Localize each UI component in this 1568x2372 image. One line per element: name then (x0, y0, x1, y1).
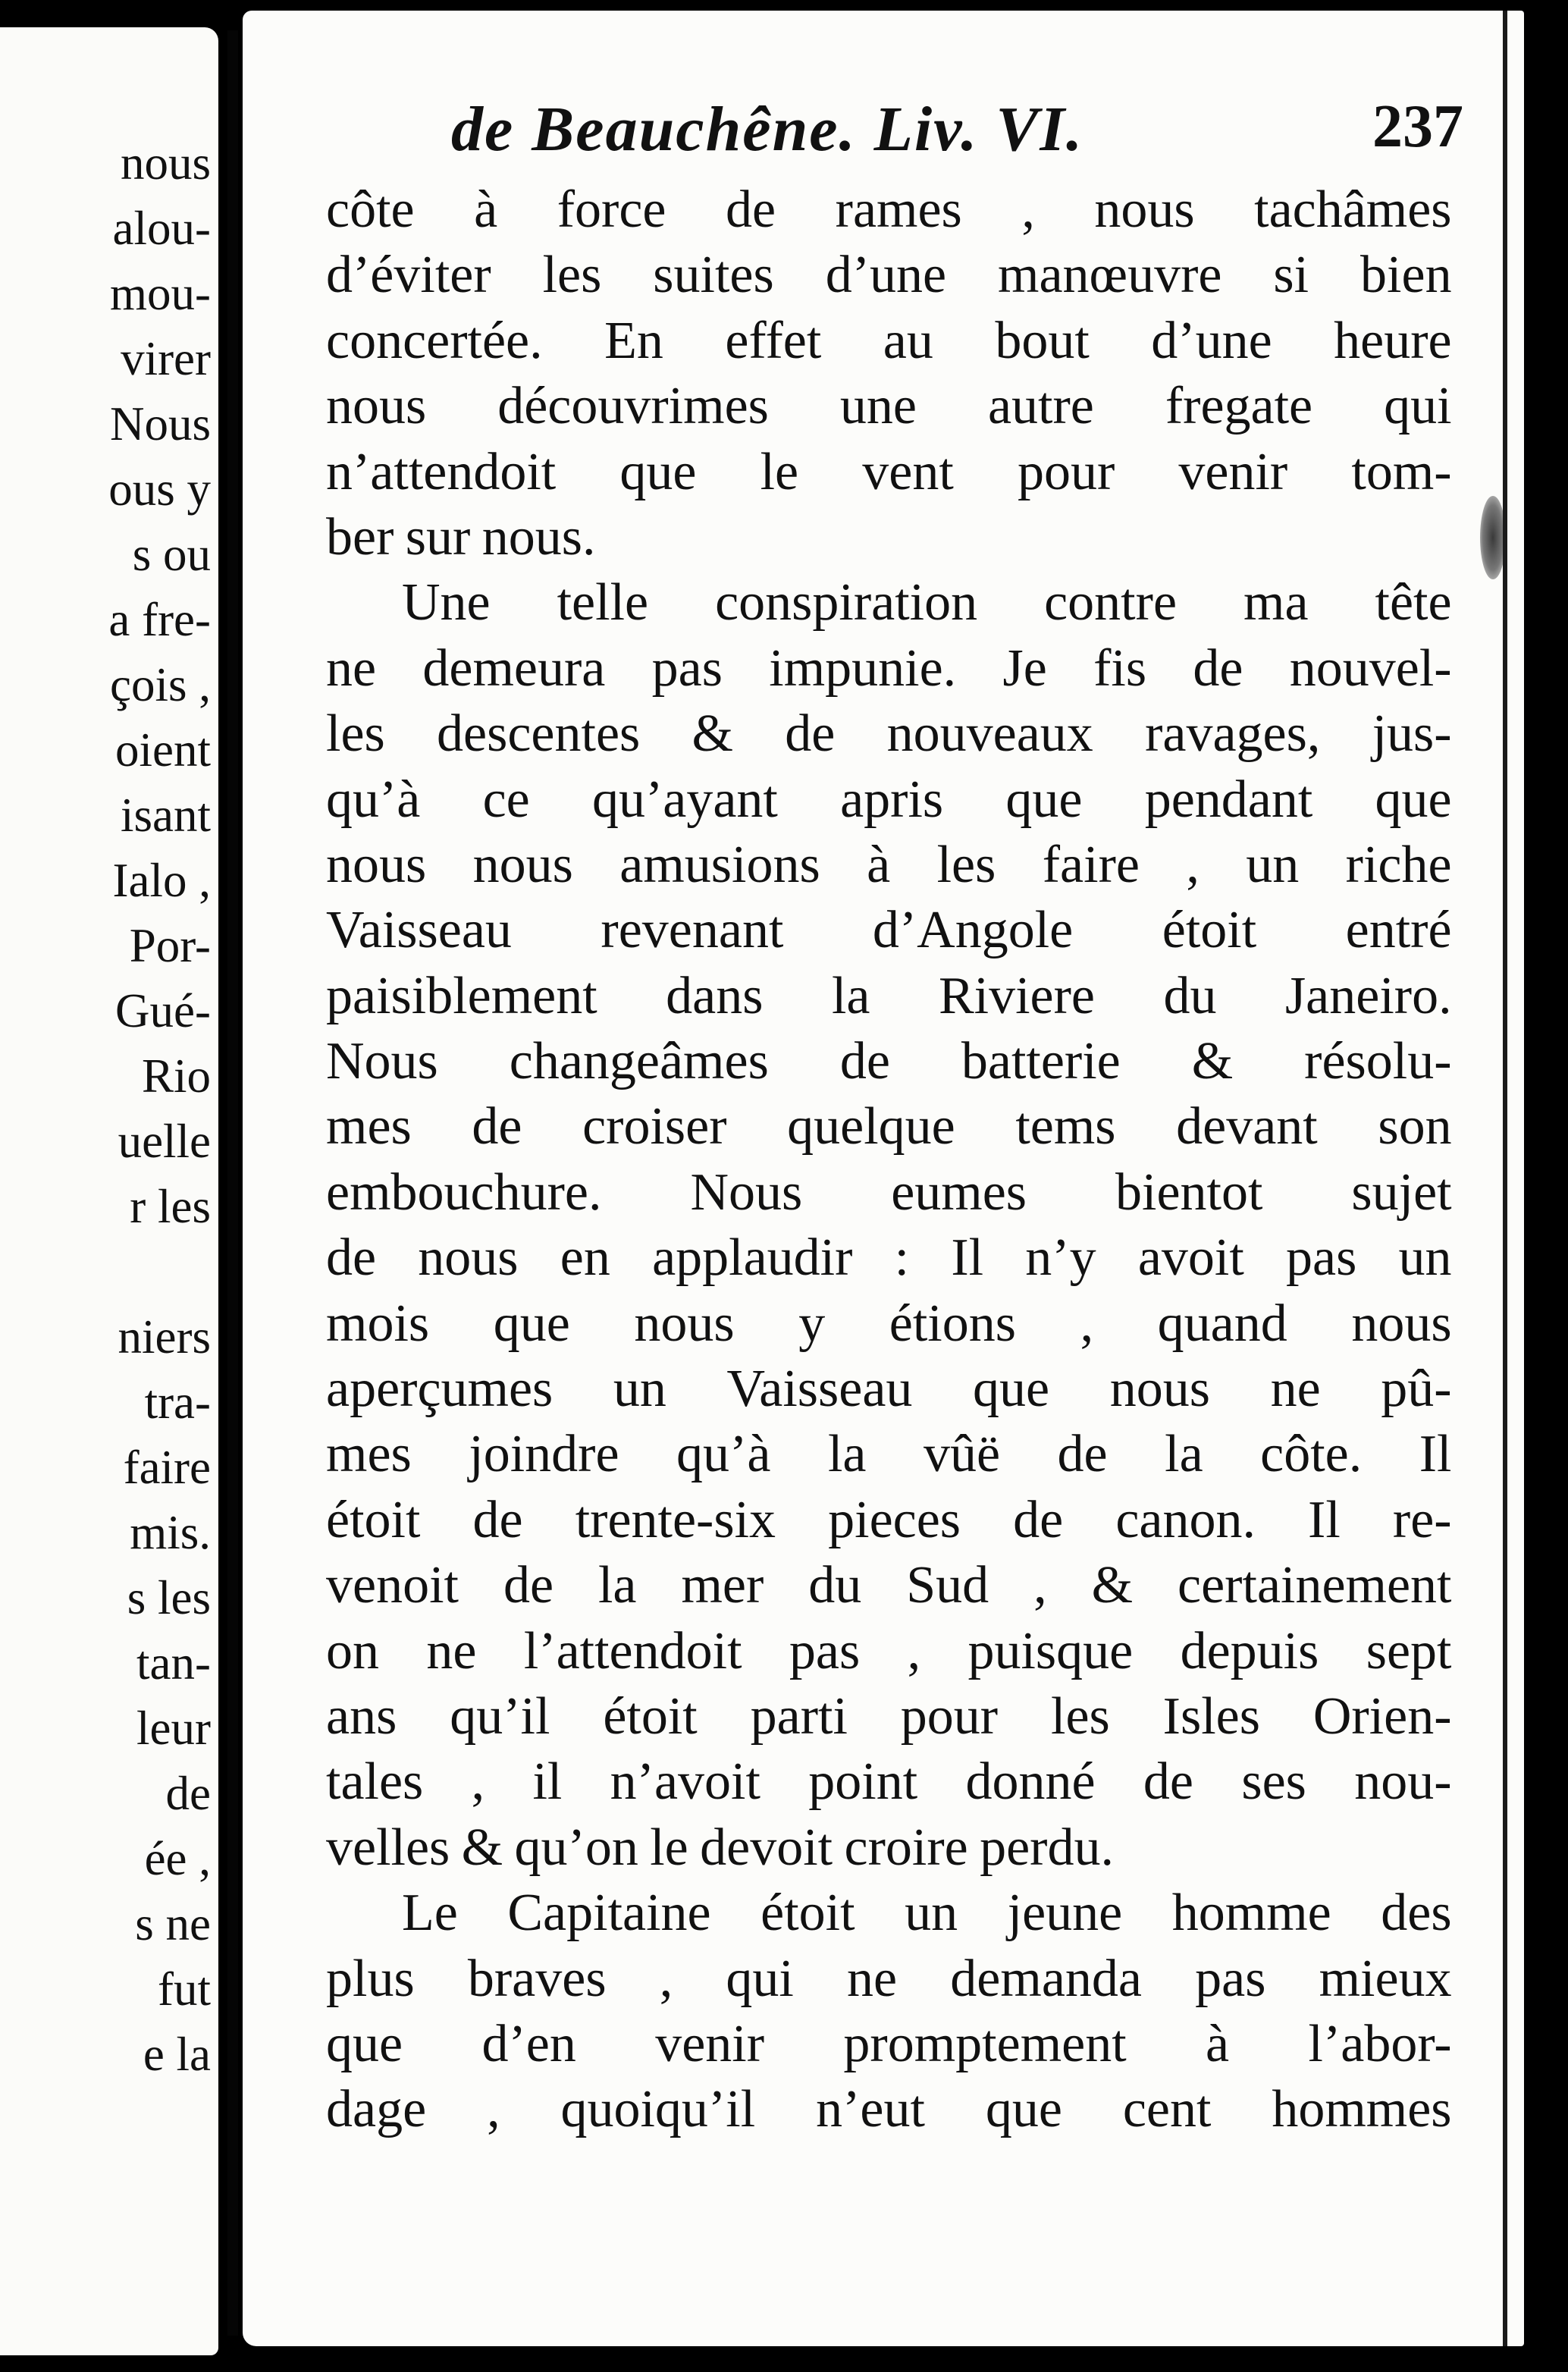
word: , (487, 2080, 500, 2139)
word: Nous (326, 1032, 438, 1091)
facing-page-line: mou- (110, 267, 211, 320)
word: parti (750, 1686, 848, 1746)
word: qu’il (450, 1686, 550, 1746)
word: mois (326, 1294, 430, 1353)
word: mes (326, 1425, 412, 1484)
word: des (1381, 1884, 1452, 1943)
word: pendant (1144, 770, 1313, 829)
facing-page-line: s les (127, 1571, 211, 1624)
word: de (839, 1032, 890, 1091)
word: qu’à (676, 1425, 771, 1484)
word: dans (666, 966, 764, 1025)
text-line (326, 1749, 1463, 1815)
word: & (1091, 1556, 1134, 1615)
word: heure (1334, 311, 1452, 370)
word: devant (1176, 1097, 1318, 1156)
facing-page-line: e la (143, 2028, 211, 2081)
word: d’en (481, 2014, 576, 2073)
word: que (619, 442, 697, 501)
word: les (542, 246, 602, 305)
word: il (532, 1752, 563, 1812)
word: dage (326, 2080, 427, 2139)
word: mieux (1319, 1949, 1452, 2008)
facing-page-line: s ou (132, 528, 211, 581)
facing-page-line: faire (123, 1441, 211, 1494)
text-line (326, 1422, 1463, 1487)
word: la (1165, 1425, 1203, 1484)
word: En (604, 311, 663, 370)
facing-page-line: tra- (144, 1376, 211, 1429)
word: n’avoit (610, 1752, 760, 1812)
word: , (907, 1621, 921, 1680)
word: & (461, 1818, 503, 1877)
word: de (503, 1556, 554, 1615)
word: ne (426, 1621, 477, 1680)
word: ma (1243, 573, 1309, 632)
running-head-title: de Beauchêne. Liv. VI. (451, 94, 1084, 165)
text-line (326, 1947, 1463, 2012)
text-line (326, 177, 1463, 243)
word: Nous (690, 1162, 803, 1222)
word: résolu- (1304, 1032, 1452, 1091)
word: n’eut (816, 2080, 925, 2139)
word: revenant (601, 901, 784, 960)
word: nous (1109, 1360, 1210, 1419)
word: croiser (582, 1097, 727, 1156)
word: demanda (950, 1949, 1142, 2008)
facing-page-line: mis. (130, 1506, 211, 1559)
word: paisiblement (326, 966, 597, 1025)
word: braves (467, 1949, 607, 2008)
word: Il (951, 1228, 984, 1288)
facing-page-line: alou- (112, 202, 211, 255)
word: Il (1308, 1490, 1341, 1549)
word: joindre (469, 1425, 619, 1484)
text-line (326, 1815, 1463, 1881)
facing-page-line: oient (115, 723, 211, 777)
facing-page-line: s ne (135, 1897, 211, 1950)
facing-page-line: leur (136, 1702, 211, 1755)
word: hommes (1272, 2080, 1452, 2139)
word: un (905, 1884, 958, 1943)
word: découvrimes (497, 377, 769, 436)
word: quelque (787, 1097, 955, 1156)
word: que (973, 1360, 1050, 1419)
word: donné (965, 1752, 1096, 1812)
word: telle (557, 573, 649, 632)
page-blemish (1480, 496, 1506, 579)
word: Riviere (938, 966, 1095, 1025)
facing-page-line: Nous (109, 397, 211, 450)
word: mer (681, 1556, 764, 1615)
word: mes (326, 1097, 412, 1156)
facing-page-line: ée , (144, 1832, 211, 1885)
word: les (1051, 1686, 1110, 1746)
word: nous (1351, 1294, 1452, 1353)
word: cent (1122, 2080, 1212, 2139)
word: on (326, 1621, 379, 1680)
text-line (326, 1160, 1463, 1225)
text-line (326, 243, 1463, 308)
word: promptement (843, 2014, 1127, 2073)
word: ans (326, 1686, 397, 1746)
word: jeune (1007, 1884, 1123, 1943)
word: ce (482, 770, 530, 829)
word: les (936, 835, 996, 894)
word: les (326, 704, 385, 764)
word: tête (1375, 573, 1452, 632)
word: le (650, 1818, 688, 1877)
facing-page-line: isant (121, 789, 211, 842)
text-line (326, 440, 1463, 505)
word: nouvel- (1289, 638, 1452, 698)
text-line (326, 1619, 1463, 1684)
word: qu’on (514, 1818, 638, 1877)
word: n’y (1025, 1228, 1096, 1288)
facing-page-line: uelle (118, 1115, 211, 1168)
facing-page-line: ous y (108, 463, 211, 516)
word: Vaisseau (326, 901, 512, 960)
facing-page-line: nous (120, 136, 211, 190)
text-line (326, 1225, 1463, 1291)
word: trente-six (575, 1490, 776, 1549)
word: que (326, 2014, 403, 2073)
word: nou- (1354, 1752, 1452, 1812)
word: que (1005, 770, 1083, 829)
text-line (326, 701, 1463, 767)
word: d’éviter (326, 246, 491, 305)
word: Janeiro. (1284, 966, 1452, 1025)
word: , (471, 1752, 485, 1812)
word: pas (1195, 1949, 1266, 2008)
word: batterie (961, 1032, 1121, 1091)
word: que (985, 2080, 1062, 2139)
facing-page-line: tan- (136, 1636, 211, 1690)
word: étoit (603, 1686, 698, 1746)
word: de (1143, 1752, 1193, 1812)
word: de (472, 1490, 523, 1549)
word: impunie. (769, 638, 957, 698)
text-line (326, 1357, 1463, 1422)
word: le (760, 442, 799, 501)
word: en (560, 1228, 610, 1288)
facing-page-fragment (0, 27, 218, 2355)
word: eumes (891, 1162, 1027, 1222)
word: venir (655, 2014, 765, 2073)
text-line (326, 964, 1463, 1029)
word: étoit (1162, 901, 1257, 960)
word: tems (1015, 1097, 1116, 1156)
word: nous (1094, 180, 1195, 239)
word: d’une (825, 246, 947, 305)
word: nous. (481, 507, 596, 566)
word: la (597, 1556, 637, 1615)
word: concertée. (326, 311, 543, 370)
word: nous (472, 835, 573, 894)
word: d’une (1151, 311, 1272, 370)
text-line (326, 2012, 1463, 2077)
word: du (1163, 966, 1217, 1025)
word: bien (1360, 246, 1452, 305)
word: pas (651, 638, 723, 698)
text-line (326, 1488, 1463, 1553)
text-line (326, 2077, 1463, 2142)
word: rames (835, 180, 962, 239)
word: avoit (1137, 1228, 1244, 1288)
facing-page-line: çois , (110, 658, 211, 711)
word: quand (1157, 1294, 1287, 1353)
word: un (1246, 835, 1300, 894)
word: que (1375, 770, 1452, 829)
word: nous (418, 1228, 519, 1288)
body-text (326, 177, 1463, 2143)
word: Orien- (1312, 1686, 1452, 1746)
word: aperçumes (326, 1360, 554, 1419)
word: ne (1270, 1360, 1321, 1419)
word: pour (900, 1686, 999, 1746)
facing-page-line: Por- (129, 919, 211, 972)
facing-page-line: a fre- (108, 593, 211, 646)
word: jus- (1372, 704, 1452, 764)
word: Sud (906, 1556, 989, 1615)
word: Il (1419, 1425, 1452, 1484)
text-line (326, 309, 1463, 374)
word: vent (862, 442, 954, 501)
word: l’abor- (1308, 2014, 1452, 2073)
word: au (883, 311, 933, 370)
word: force (557, 180, 666, 239)
word: étoit (326, 1490, 421, 1549)
facing-page-line: Ialo , (112, 854, 211, 907)
word: amusions (619, 835, 820, 894)
word: embouchure. (326, 1162, 602, 1222)
word: & (1191, 1032, 1234, 1091)
word: de (785, 704, 836, 764)
word: apris (840, 770, 944, 829)
text-line (326, 1684, 1463, 1749)
word: qui (1384, 377, 1452, 436)
word: de (726, 180, 776, 239)
word: qu’ayant (591, 770, 778, 829)
word: d’Angole (872, 901, 1074, 960)
facing-page-line: niers (118, 1310, 211, 1363)
word: point (808, 1752, 918, 1812)
word: qu’à (326, 770, 421, 829)
facing-page-line: r les (130, 1180, 211, 1233)
running-head (451, 93, 1505, 168)
word: du (808, 1556, 862, 1615)
word: effet (725, 311, 822, 370)
word: applaudir (652, 1228, 853, 1288)
word: ne (847, 1949, 898, 2008)
word: vûë (923, 1425, 1001, 1484)
facing-page-line: fut (158, 1963, 211, 2016)
word: n’attendoit (326, 442, 557, 501)
text-line (326, 1029, 1463, 1094)
word: changeâmes (509, 1032, 769, 1091)
facing-page-line: Gué- (115, 984, 211, 1037)
word: : (894, 1228, 910, 1288)
page-edge (1503, 11, 1507, 2346)
text-line (326, 505, 1463, 570)
text-line (326, 636, 1463, 701)
word: re- (1392, 1490, 1452, 1549)
word: nous (326, 377, 427, 436)
word: de (1193, 638, 1243, 698)
text-line (326, 767, 1463, 833)
word: plus (326, 1949, 415, 2008)
word: Une (402, 573, 491, 632)
word: côte (326, 180, 415, 239)
word: pour (1017, 442, 1115, 501)
word: , (659, 1949, 673, 2008)
book-gutter (227, 30, 238, 2336)
word: Je (1002, 638, 1047, 698)
text-line (326, 1881, 1463, 1946)
word: Vaisseau (726, 1360, 913, 1419)
word: à (867, 835, 891, 894)
word: nous (634, 1294, 735, 1353)
word: une (839, 377, 917, 436)
word: nouveaux (886, 704, 1093, 764)
word: ravages, (1145, 704, 1321, 764)
word: velles (326, 1818, 450, 1877)
word: Isles (1162, 1686, 1260, 1746)
word: côte. (1260, 1425, 1363, 1484)
word: venoit (326, 1556, 459, 1615)
word: ne (326, 638, 377, 698)
word: conspiration (715, 573, 978, 632)
word: de (1057, 1425, 1108, 1484)
word: perdu. (980, 1818, 1114, 1877)
word: un (1398, 1228, 1452, 1288)
word: autre (987, 377, 1094, 436)
word: tales (326, 1752, 424, 1812)
word: fis (1093, 638, 1147, 698)
word: , (1033, 1556, 1047, 1615)
facing-page-line: Rio (141, 1050, 211, 1103)
word: étoit (760, 1884, 855, 1943)
text-line (326, 570, 1463, 635)
text-line (326, 1291, 1463, 1357)
word: l’attendoit (523, 1621, 742, 1680)
page-number: 237 (1372, 93, 1463, 160)
word: entré (1345, 901, 1452, 960)
word: croire (844, 1818, 968, 1877)
word: descentes (437, 704, 641, 764)
word: bientot (1115, 1162, 1263, 1222)
word: qui (726, 1949, 794, 2008)
word: certainement (1178, 1556, 1452, 1615)
word: ses (1241, 1752, 1306, 1812)
word: Capitaine (507, 1884, 711, 1943)
word: pieces (828, 1490, 961, 1549)
word: tom- (1351, 442, 1452, 501)
word: suites (653, 246, 774, 305)
word: étions (889, 1294, 1016, 1353)
word: & (691, 704, 733, 764)
text-line (326, 374, 1463, 439)
word: sept (1366, 1621, 1452, 1680)
word: pas (789, 1621, 861, 1680)
word: canon. (1115, 1490, 1256, 1549)
word: homme (1171, 1884, 1331, 1943)
word: riche (1345, 835, 1452, 894)
word: depuis (1180, 1621, 1319, 1680)
word: quoiqu’il (560, 2080, 756, 2139)
facing-page-line: de (165, 1767, 211, 1820)
word: si (1273, 246, 1309, 305)
word: contre (1044, 573, 1178, 632)
word: devoit (700, 1818, 833, 1877)
text-line (326, 898, 1463, 963)
facing-page-line: virer (121, 332, 211, 385)
word: , (1080, 1294, 1094, 1353)
text-line (326, 1094, 1463, 1159)
word: tachâmes (1254, 180, 1452, 239)
word: que (493, 1294, 570, 1353)
word: de (326, 1228, 377, 1288)
word: pû- (1381, 1360, 1452, 1419)
word: à (1206, 2014, 1230, 2073)
word: pas (1286, 1228, 1357, 1288)
word: puisque (967, 1621, 1134, 1680)
word: un (613, 1360, 666, 1419)
word: , (1021, 180, 1035, 239)
word: à (474, 180, 498, 239)
word: la (827, 1425, 867, 1484)
word: Le (402, 1884, 458, 1943)
word: y (798, 1294, 826, 1353)
text-line (326, 833, 1463, 898)
word: faire (1042, 835, 1140, 894)
word: manœuvre (998, 246, 1222, 305)
word: , (1186, 835, 1200, 894)
word: sujet (1351, 1162, 1452, 1222)
word: nous (326, 835, 427, 894)
word: sur (405, 507, 471, 566)
word: de (1013, 1490, 1064, 1549)
word: bout (995, 311, 1090, 370)
word: la (831, 966, 870, 1025)
word: demeura (422, 638, 606, 698)
word: fregate (1165, 377, 1313, 436)
book-page (243, 11, 1524, 2346)
word: ber (326, 507, 394, 566)
text-line (326, 1553, 1463, 1618)
word: son (1378, 1097, 1452, 1156)
word: venir (1178, 442, 1288, 501)
word: de (472, 1097, 522, 1156)
